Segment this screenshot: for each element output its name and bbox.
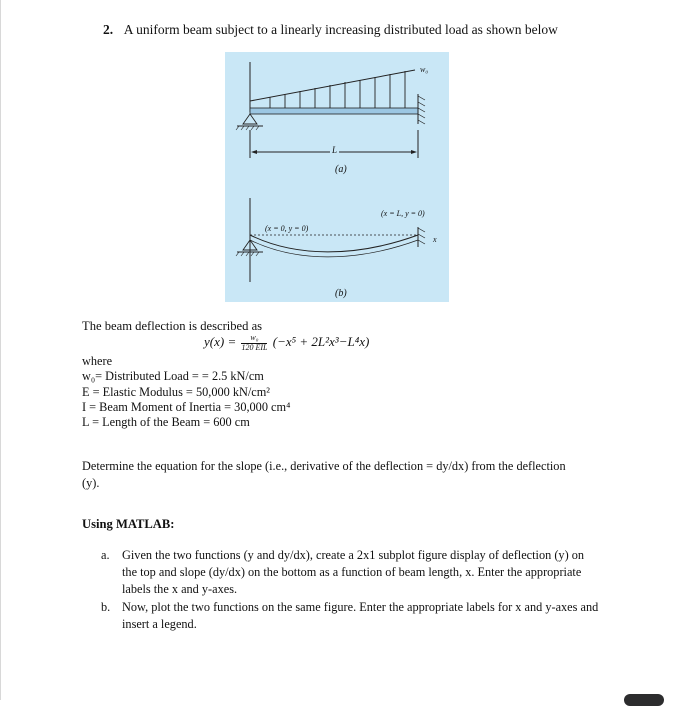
task-a-text: Given the two functions (y and dy/dx), create a 2x1 subplot figure display of deflection (y) on the top and slope (dy/dx) on the bottom as a function of beam length, x. Enter the appropriate labels the x and y-axes. [122,548,585,596]
task-a [101,547,601,597]
equation-lhs: y(x) = [204,334,237,349]
task-b [101,599,601,633]
corner-widget[interactable] [624,694,664,706]
x-axis-label: x [433,235,437,244]
task-b-label: b. [101,600,111,614]
question-title [103,22,558,38]
beam-figure [225,52,449,302]
task-b-text: Now, plot the two functions on the same figure. Enter the appropriate labels for x and y-axes and insert a legend. [122,600,599,631]
var-L: L = Length of the Beam = 600 cm [82,415,250,430]
var-I: I = Beam Moment of Inertia = 30,000 cm⁴ [82,399,291,414]
task-a-label: a. [101,548,110,562]
using-matlab-heading: Using MATLAB: [82,517,175,531]
length-label: L [332,145,338,155]
var-w0: w₀= Distributed Load = = 2.5 kN/cm [82,369,264,384]
equation-fraction [241,334,267,352]
equation-rhs: (−x⁵ + 2L²x³−L⁴x) [272,334,370,349]
fraction-denominator: 120 EIL [241,342,268,352]
caption-a: (a) [335,164,347,175]
left-boundary-condition: (x = 0, y = 0) [265,224,309,233]
caption-b: (b) [335,288,347,299]
determine-paragraph: Determine the equation for the slope (i.e., derivative of the deflection = dy/dx) from the deflection (y). [82,459,566,490]
deflection-equation [204,334,369,352]
where-label: where [82,354,113,368]
question-text: A uniform beam subject to a linearly increasing distributed load as shown below [123,22,558,37]
question-number: 2. [103,22,114,37]
deflection-intro: The beam deflection is described as [82,319,263,333]
fraction-numerator: w₀ [241,334,267,343]
variable-definitions [82,354,290,430]
var-E: E = Elastic Modulus = 50,000 kN/cm² [82,384,270,399]
right-boundary-condition: (x = L, y = 0) [381,209,425,218]
load-label: w₀ [420,65,429,74]
